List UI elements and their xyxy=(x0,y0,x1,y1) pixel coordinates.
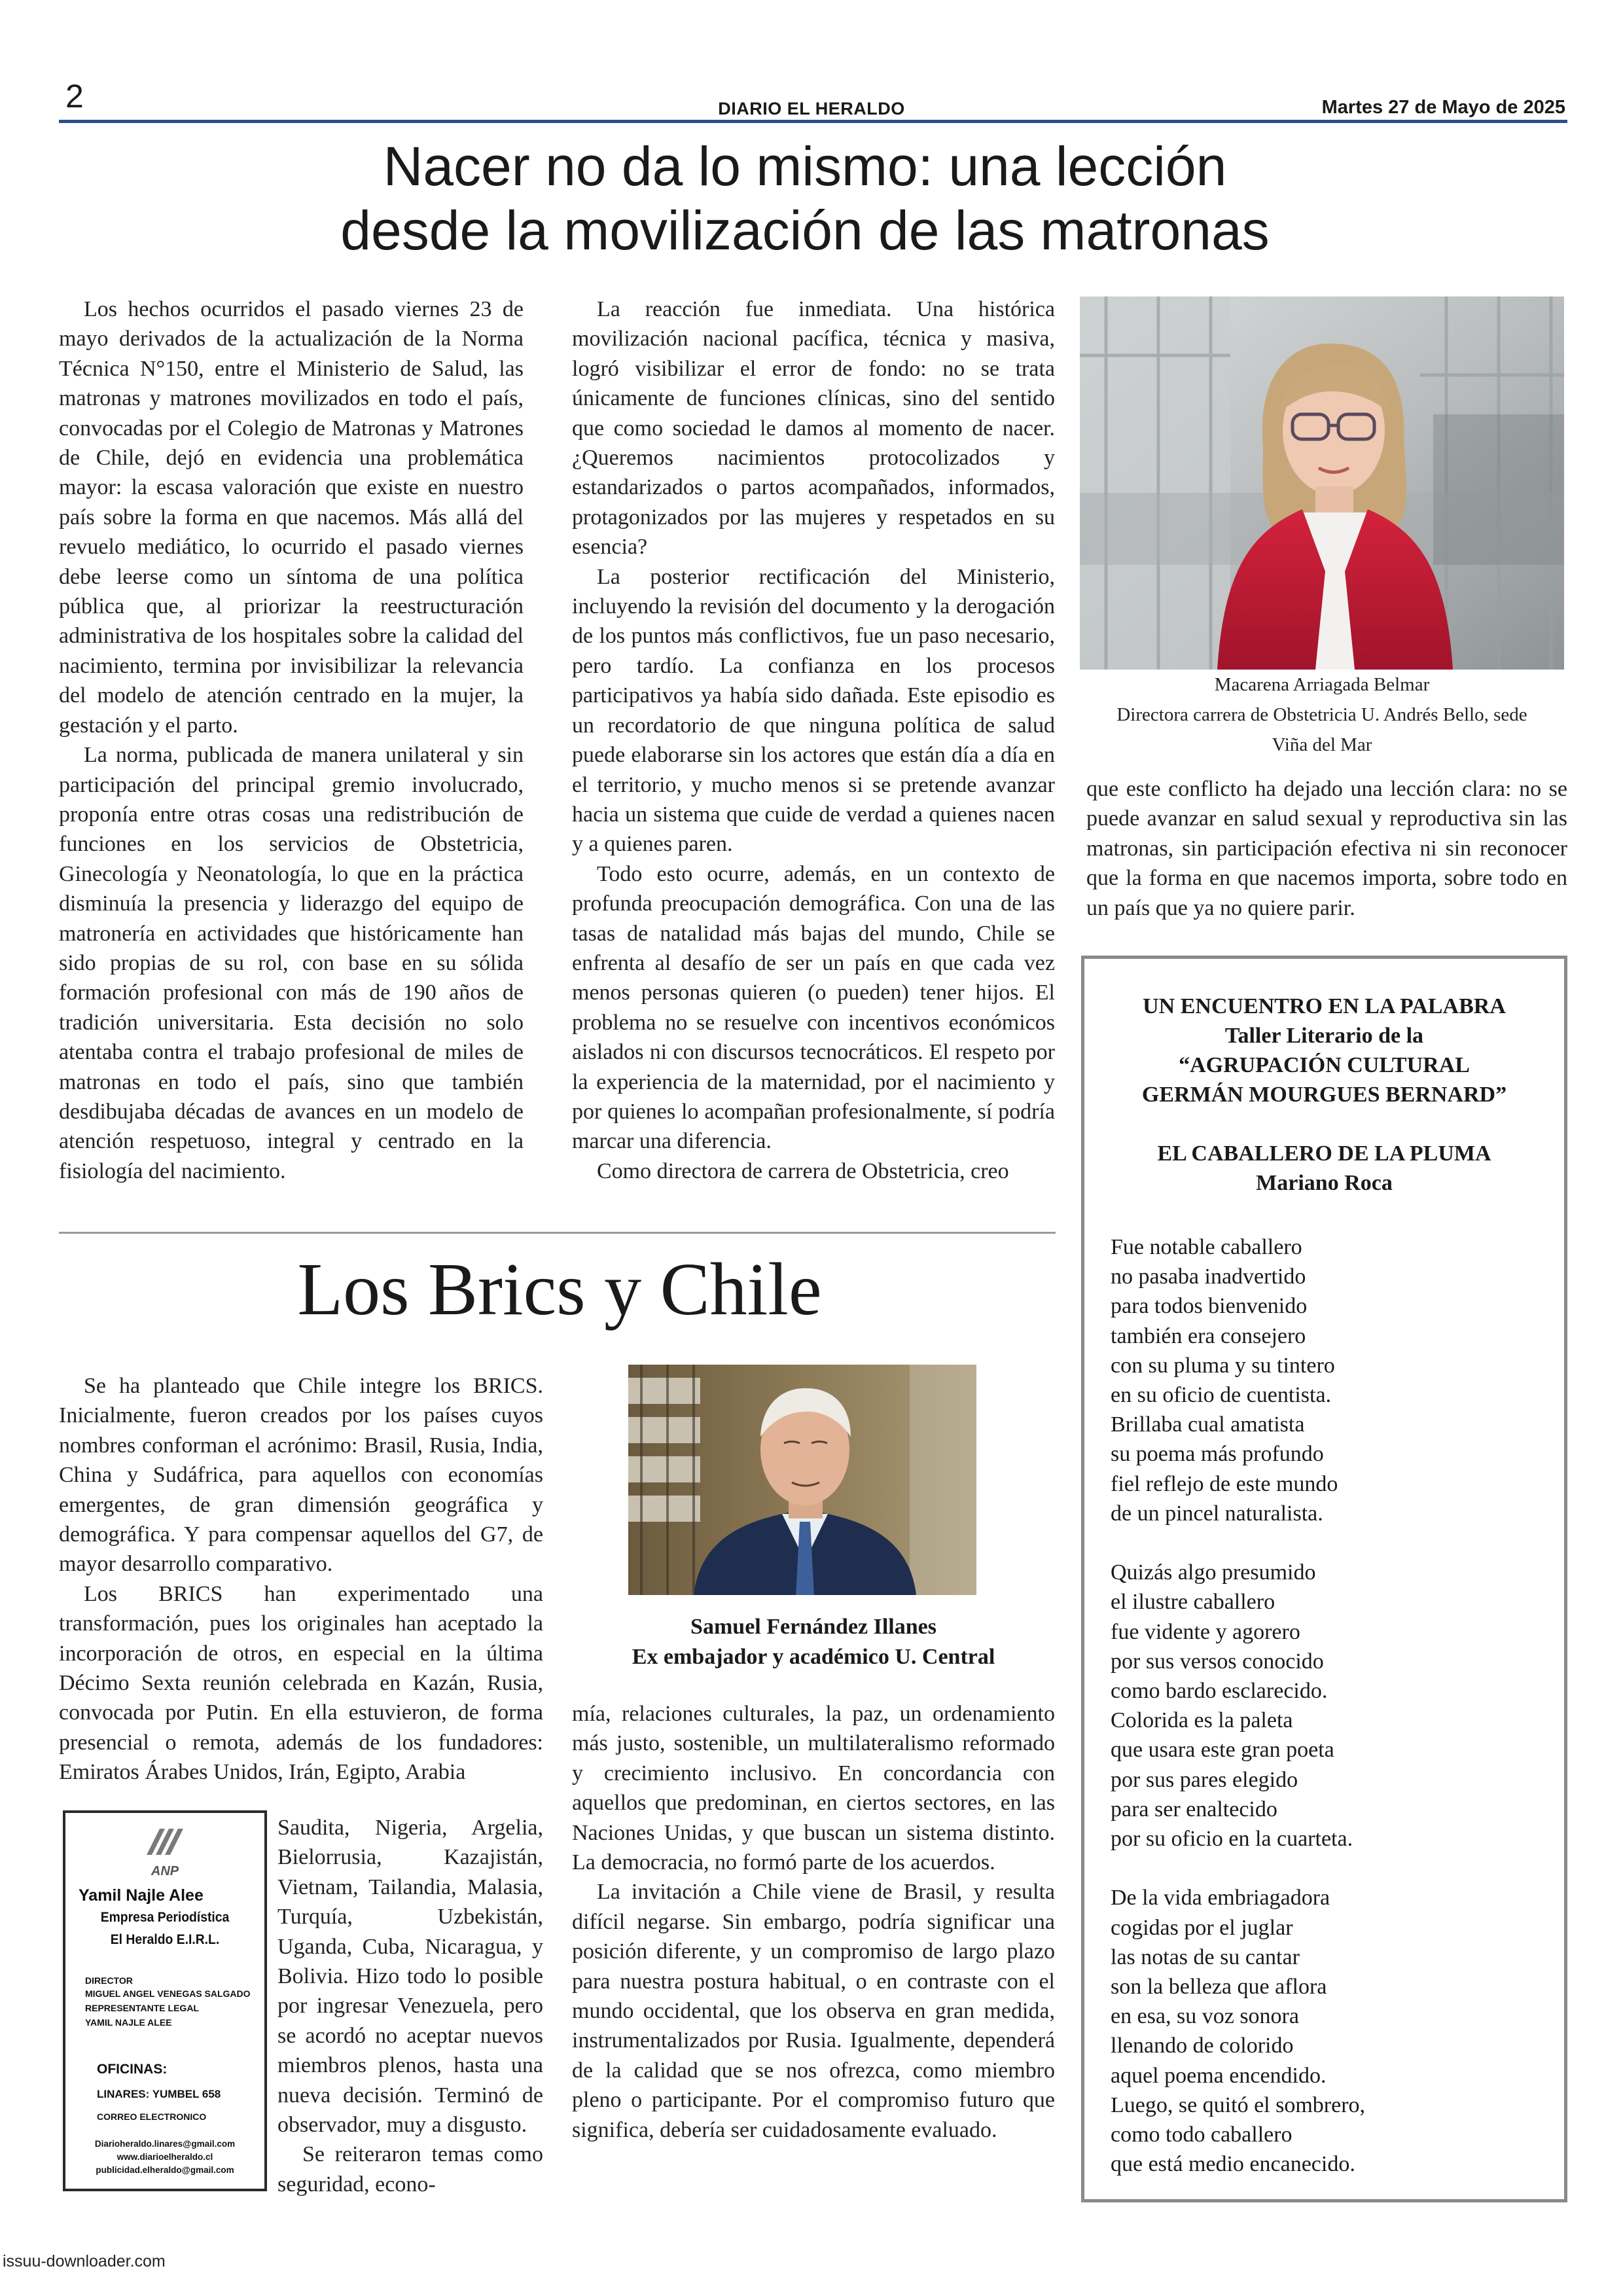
verse: como todo caballero xyxy=(1111,2123,1293,2147)
caption-name: Macarena Arriagada Belmar xyxy=(1214,674,1430,695)
paragraph: Saudita, Nigeria, Argelia, Bielorrusia, Kazajistán, Vietnam, Tailandia, Malasia, Turquía, Uzbekistán, Uganda, Cuba, Nicaragua, y Bolivia. Hizo todo lo posible por ingresar Venezuela, pero se acordó no aceptar nuevos miembros plenos, hasta una nueva decisión. Terminó de observador, muy a disgusto. xyxy=(277,1816,543,2138)
poem-stanza xyxy=(1111,1558,1365,1854)
verse: llenando de colorido xyxy=(1111,2034,1294,2058)
poem-header xyxy=(1084,992,1564,1198)
author-photo-macarena xyxy=(1080,296,1564,670)
matronas-column-3 xyxy=(1086,774,1567,923)
headline-matronas-line2: desde la movilización de las matronas xyxy=(340,200,1270,261)
verse: fue vidente y agorero xyxy=(1111,1619,1300,1644)
owner-name: Yamil Najle Alee xyxy=(79,1886,204,1905)
verse: también era consejero xyxy=(1111,1323,1306,1348)
paragraph: Los BRICS han experimentado una transformación, pues los originales han aceptado la incorporación de otros, en especial en la última Décimo Sexta reunión celebrada en Kazán, Rusia, convocada por Putin. En ella estuvieron, de forma presencial o remota, además de los fundadores: Emiratos Árabes Unidos, Irán, Egipto, Arabia xyxy=(59,1581,543,1785)
verse: como bardo esclarecido. xyxy=(1111,1679,1328,1704)
poem-group-line-1: “AGRUPACIÓN CULTURAL xyxy=(1179,1053,1470,1077)
poem-stanza xyxy=(1111,1883,1365,2179)
portrait-woman-illustration xyxy=(1080,296,1564,670)
website: www.diarioelheraldo.cl xyxy=(116,2152,213,2162)
footer-watermark: issuu-downloader.com xyxy=(3,2252,166,2270)
verse: por su oficio en la cuarteta. xyxy=(1111,1827,1353,1852)
paragraph: La posterior rectificación del Ministerio, incluyendo la revisión del documento y la derogación de los puntos más conflictivos, fue un paso necesario, pero tardío. La confianza en los procesos participativos ya había sido dañada. Este episodio es un recordatorio de que ninguna política de salud puede elaborarse sin los actores que están día a día en el territorio, y mucho menos si se pretende avanzar hacia un sistema que cuide de verdad a quienes nacen y a quienes paren. xyxy=(572,564,1055,857)
verse: aquel poema encendido. xyxy=(1111,2063,1327,2088)
verse: las notas de su cantar xyxy=(1111,1945,1300,1969)
anp-logo-text: ANP xyxy=(151,1864,179,1878)
paragraph: Todo esto ocurre, además, en un contexto de profunda preocupación demográfica. Con una de las tasas de natalidad más bajas del mundo, Chile se enfrenta al desafío de ser un país en que cada vez menos personas quieren (o pueden) tener hijos. El problema no se resuelve con incentivos económicos aislados ni con discursos tecnocráticos. El respeto por la experiencia de la maternidad, por el nacimiento y por quienes lo acompañan profesionalmente, sí podría marcar una diferencia. xyxy=(572,861,1055,1154)
verse: por sus pares elegido xyxy=(1111,1767,1298,1792)
poem-box xyxy=(1081,956,1567,2202)
header-rule xyxy=(59,120,1567,123)
verse: Quizás algo presumido xyxy=(1111,1560,1316,1585)
headline-brics: Los Brics y Chile xyxy=(297,1247,822,1331)
caption-role-2: Viña del Mar xyxy=(1272,734,1372,755)
email-1: Diarioheraldo.linares@gmail.com xyxy=(94,2139,236,2149)
page-number: 2 xyxy=(65,78,84,115)
verse: Brillaba cual amatista xyxy=(1111,1412,1305,1437)
verse: Colorida es la paleta xyxy=(1111,1708,1293,1733)
verse: con su pluma y su tintero xyxy=(1111,1353,1335,1378)
headline-matronas xyxy=(196,134,1414,262)
verse: Luego, se quitó el sombrero, xyxy=(1111,2092,1366,2117)
poem-group-line-2: GERMÁN MOURGUES BERNARD” xyxy=(1141,1083,1507,1107)
verse: su poema más profundo xyxy=(1111,1442,1324,1467)
paragraph: La invitación a Chile viene de Brasil, y resulta difícil negarse. Sin embargo, podría significar una posición diferente, y un compromiso de largo plazo para nuestra postura habitual, o en contraste con el mundo occidental, que los observa en gran medida, instrumentalizados por Rusia. Igualmente, dependerá de la calidad que se nos ofrezca, como miembro pleno o participante. Por el compromiso futuro que significa, debería ser cuidadosamente evaluado. xyxy=(572,1880,1055,2142)
paragraph: Como directora de carrera de Obstetricia, creo xyxy=(597,1158,1009,1183)
brics-column-2 xyxy=(572,1699,1055,2145)
verse: que está medio encanecido. xyxy=(1111,2152,1355,2177)
paragraph: Se reiteraron temas como seguridad, econo- xyxy=(277,2142,543,2197)
section-divider xyxy=(59,1232,1056,1234)
company-line-1: Empresa Periodística xyxy=(100,1910,230,1925)
anp-logo-icon xyxy=(140,1826,191,1865)
brics-column-1 xyxy=(59,1371,543,1787)
poem-stanza xyxy=(1111,1232,1365,1528)
author-caption-samuel xyxy=(572,1612,1055,1672)
poem-section-subtitle: Taller Literario de la xyxy=(1224,1024,1424,1048)
verse: el ilustre caballero xyxy=(1111,1590,1275,1615)
verse: Fue notable caballero xyxy=(1111,1235,1302,1259)
verse: en esa, su voz sonora xyxy=(1111,2004,1299,2029)
verse: De la vida embriagadora xyxy=(1111,1886,1330,1910)
email-2: publicidad.elheraldo@gmail.com xyxy=(96,2165,234,2175)
director-label: DIRECTOR xyxy=(85,1975,133,1986)
newspaper-name: DIARIO EL HERALDO xyxy=(718,99,905,118)
photo-caption-macarena xyxy=(1080,670,1564,760)
email-label: CORREO ELECTRONICO xyxy=(97,2111,207,2122)
author-role: Ex embajador y académico U. Central xyxy=(632,1645,995,1669)
verse: en su oficio de cuentista. xyxy=(1111,1383,1332,1408)
brics-column-narrow xyxy=(277,1813,543,2199)
paragraph: Los hechos ocurridos el pasado viernes 23 de mayo derivados de la actualización de la Norma Técnica N°150, entre el Ministerio de Salud, las matronas y matrones movilizados en todo el país, convocadas por el Colegio de Matronas y Matrones de Chile, dejó en evidencia una problemática mayor: la escasa valoración que existe en nuestro país sobre la forma en que nacemos. Más allá del revuelo mediático, lo ocurrido el pasado viernes debe leerse como un síntoma de una política pública que, al priorizar la reestructuración administrativa de los hospitales sobre la calidad del nacimiento, termina por invisibilizar la relevancia del modelo de atención centrado en la mujer, la gestación y el parto. xyxy=(59,297,524,738)
matronas-column-2 xyxy=(572,295,1055,1186)
legal-rep-label: REPRESENTANTE LEGAL xyxy=(85,2003,199,2013)
verse: son la belleza que aflora xyxy=(1111,1975,1327,2000)
verse: de un pincel naturalista. xyxy=(1111,1501,1323,1526)
matronas-column-1 xyxy=(59,295,524,1186)
poem-section-title: UN ENCUENTRO EN LA PALABRA xyxy=(1143,994,1506,1018)
paragraph: mía, relaciones culturales, la paz, un ordenamiento más justo, sostenible, un multilateralismo reformado y crecimiento inclusivo. En concordancia con aquellos que predominan, en ciertos sectores, en las Naciones Unidas, y que buscan un sistema distinto. La democracia, no formó parte de los acuerdos. xyxy=(572,1702,1055,1875)
poem-author: Mariano Roca xyxy=(1256,1171,1393,1195)
author-name: Samuel Fernández Illanes xyxy=(690,1615,936,1639)
verse: fiel reflejo de este mundo xyxy=(1111,1471,1338,1496)
legal-rep-name: YAMIL NAJLE ALEE xyxy=(85,2017,172,2028)
caption-role: Directora carrera de Obstetricia U. Andrés Bello, sede xyxy=(1116,704,1527,725)
verse: cogidas por el juglar xyxy=(1111,1915,1293,1940)
verse: que usara este gran poeta xyxy=(1111,1738,1334,1763)
portrait-man-illustration xyxy=(628,1365,976,1595)
company-line-2: El Heraldo E.I.R.L. xyxy=(110,1932,220,1947)
publisher-box xyxy=(63,1810,267,2191)
verse: no pasaba inadvertido xyxy=(1111,1265,1306,1289)
verse: por sus versos conocido xyxy=(1111,1649,1324,1674)
paragraph: que este conflicto ha dejado una lección clara: no se puede avanzar en salud sexual y reproductiva sin las matronas, sin participación efectiva ni sin reconocer que la forma en que nacemos importa, sobre todo en un país que ya no quiere parir. xyxy=(1086,777,1567,920)
paragraph: Se ha planteado que Chile integre los BRICS. Inicialmente, fueron creados por los países cuyos nombres conforman el acrónimo: Brasil, Rusia, India, China y Sudáfrica, para aquellos con economías emergentes, de gran dimensión geográfica y demográfica. Y para compensar aquellos del G7, de mayor desarrollo comparativo. xyxy=(59,1374,543,1577)
author-photo-samuel xyxy=(628,1365,976,1595)
headline-matronas-line1: Nacer no da lo mismo: una lección xyxy=(383,135,1227,197)
offices-label: OFICINAS: xyxy=(97,2062,168,2077)
poem-body xyxy=(1111,1232,1365,2209)
verse: para todos bienvenido xyxy=(1111,1294,1308,1319)
poem-title: EL CABALLERO DE LA PLUMA xyxy=(1157,1141,1491,1166)
paragraph: La norma, publicada de manera unilateral y sin participación del principal gremio involucrado, proponía entre otras cosas una redistribución de funciones en los servicios de Obstetricia, Ginecología y Neonatología, lo que en la práctica disminuía la presencia y liderazgo del equipo de matronería en actividades que históricamente han sido propias de su rol, con base en su sólida formación profesional con más de 190 años de tradición universitaria. Esta decisión no solo atentaba contra el trabajo profesional de miles de matronas en todo el país, sino que también desdibujaba décadas de avances en un modelo de atención respetuoso, integral y centrado en la fisiología del nacimiento. xyxy=(59,743,524,1183)
verse: para ser enaltecido xyxy=(1111,1797,1277,1821)
offices-address: LINARES: YUMBEL 658 xyxy=(97,2088,221,2100)
director-name: MIGUEL ANGEL VENEGAS SALGADO xyxy=(85,1988,251,1999)
issue-date: Martes 27 de Mayo de 2025 xyxy=(1321,97,1565,118)
paragraph: La reacción fue inmediata. Una histórica movilización nacional pacífica, técnica y masiva, logró visibilizar el error de fondo: no se trata únicamente de funciones clínicas, sino del sentido que como sociedad le damos al momento de nacer. ¿Queremos nacimientos protocolizados y estandarizados o partos acompañados, informados, protagonizados por las mujeres y respetados en su esencia? xyxy=(572,297,1055,560)
